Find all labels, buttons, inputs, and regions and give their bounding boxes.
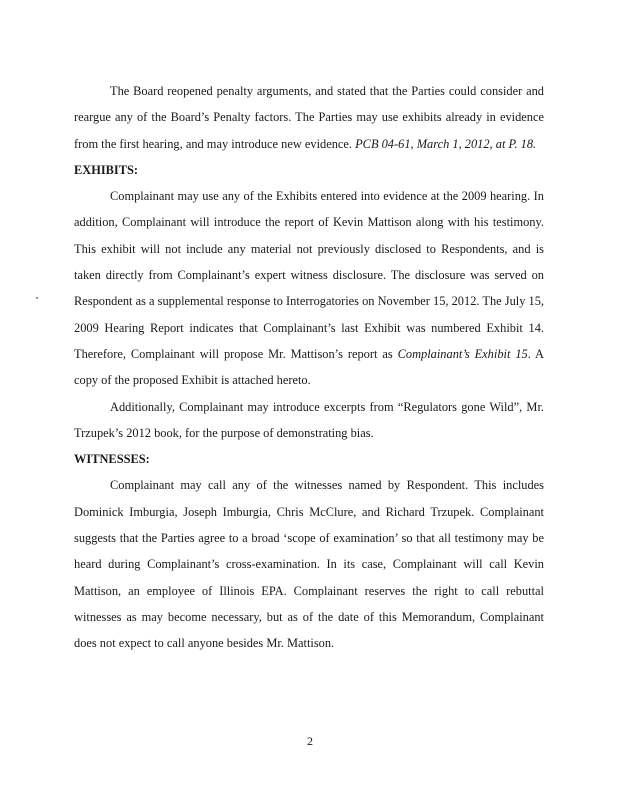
witnesses-heading: WITNESSES:	[74, 452, 150, 467]
exhibits-paragraph	[74, 183, 544, 393]
penalty-paragraph	[74, 78, 544, 157]
page-number: 2	[307, 734, 313, 748]
witnesses-paragraph: Complainant may call any of the witnesses named by Respondent. This includes Dominick Imburgia, Joseph Imburgia, Chris McClure, and Richard Trzupek. Complainant suggests that the Parties agree to a broad ‘scope of examination’ so that all testimony may be heard during Complainant’s cross-examination. In its case, Complainant will call Kevin Mattison, an employee of Illinois EPA. Complainant reserves the right to call rebuttal witnesses as may become necessary, but as of the date of this Memorandum, Complainant does not expect to call anyone besides Mr. Mattison.	[74, 478, 544, 651]
scan-speck	[36, 297, 38, 299]
penalty-paragraph-text: The Board reopened penalty arguments, and stated that the Parties could consider and reargue any of the Board’s Penalty factors. The Parties may use exhibits already in evidence from the first hearing, and may introduce new evidence.	[74, 84, 544, 151]
exhibits-paragraph-text-after: . A copy of the proposed Exhibit is attached hereto.	[74, 346, 545, 388]
exhibits-additional-paragraph: Additionally, Complainant may introduce excerpts from “Regulators gone Wild”, Mr. Trzupek’s 2012 book, for the purpose of demonstrating bias.	[74, 399, 544, 440]
board-citation: PCB 04-61, March 1, 2012, at P. 18.	[355, 136, 537, 151]
exhibits-heading: EXHIBITS:	[74, 162, 139, 177]
document-body	[74, 78, 544, 657]
exhibit-reference: Complainant’s Exhibit 15	[397, 346, 528, 361]
exhibits-paragraph-text-before: Complainant may use any of the Exhibits entered into evidence at the 2009 hearing. In addition, Complainant will introduce the report of Kevin Mattison along with his testimony. This exhibit will not include any material not previously disclosed to Respondents, and is taken directly from Complainant’s expert witness disclosure. The disclosure was served on Respondent as a supplemental response to Interrogatories on November 15, 2012. The July 15, 2009 Hearing Report indicates that Complainant’s last Exhibit was numbered Exhibit 14. Therefore, Complainant will propose Mr. Mattison’s report as	[74, 189, 544, 361]
